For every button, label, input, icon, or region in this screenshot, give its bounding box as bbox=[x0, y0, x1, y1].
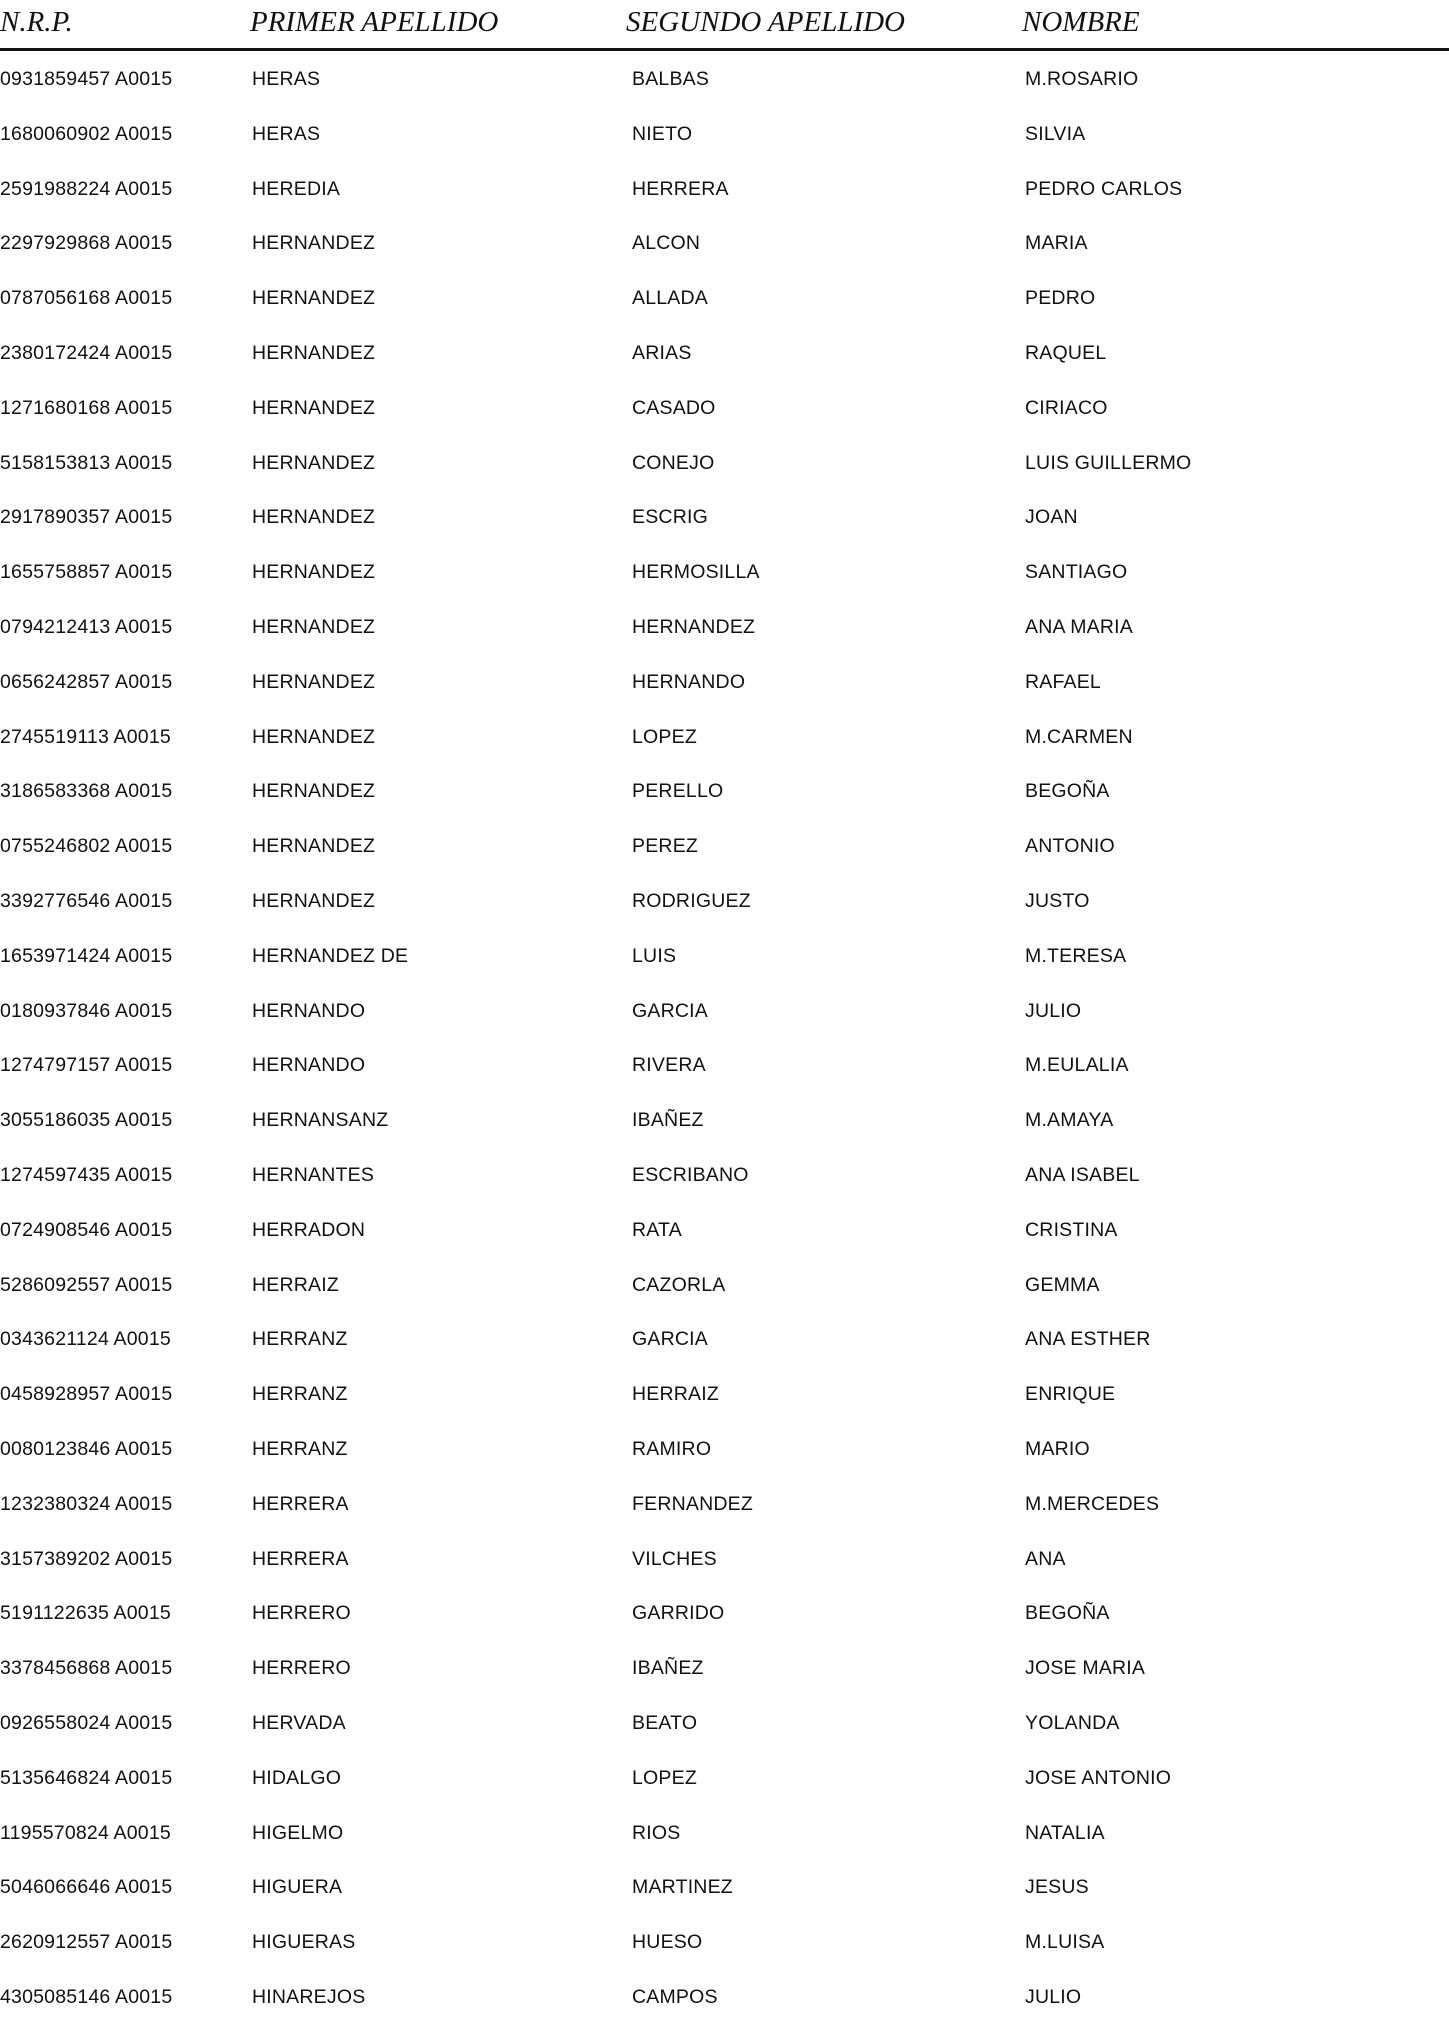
cell-segundo-apellido: IBAÑEZ bbox=[632, 1657, 704, 1680]
cell-segundo-apellido: ESCRIBANO bbox=[632, 1163, 749, 1186]
cell-segundo-apellido: RIVERA bbox=[632, 1054, 706, 1077]
table-row bbox=[0, 659, 1449, 714]
table-row bbox=[0, 714, 1449, 769]
cell-primer-apellido: HINAREJOS bbox=[252, 1985, 366, 2008]
cell-nombre: ANA ESTHER bbox=[1025, 1328, 1151, 1351]
cell-nombre: JOSE ANTONIO bbox=[1025, 1766, 1172, 1789]
cell-nrp: 1655758857 A0015 bbox=[0, 561, 173, 584]
cell-segundo-apellido: VILCHES bbox=[632, 1547, 717, 1570]
cell-nrp: 1271680168 A0015 bbox=[0, 396, 173, 419]
cell-segundo-apellido: GARCIA bbox=[632, 1328, 708, 1351]
table-row bbox=[0, 220, 1449, 275]
table-row bbox=[0, 1207, 1449, 1262]
cell-nombre: PEDRO bbox=[1025, 287, 1096, 310]
cell-segundo-apellido: RAMIRO bbox=[632, 1437, 712, 1460]
cell-nombre: JUSTO bbox=[1025, 889, 1090, 912]
cell-primer-apellido: HERNANDO bbox=[252, 999, 366, 1022]
cell-segundo-apellido: HERNANDO bbox=[632, 670, 746, 693]
cell-nombre: RAFAEL bbox=[1025, 670, 1101, 693]
cell-primer-apellido: HERNANDEZ bbox=[252, 615, 376, 638]
cell-nrp: 3157389202 A0015 bbox=[0, 1547, 173, 1570]
cell-segundo-apellido: LOPEZ bbox=[632, 725, 697, 748]
cell-nombre: ANTONIO bbox=[1025, 835, 1115, 858]
cell-segundo-apellido: ALCON bbox=[632, 232, 701, 255]
cell-segundo-apellido: CONEJO bbox=[632, 451, 715, 474]
cell-nombre: SILVIA bbox=[1025, 122, 1086, 145]
cell-nrp: 5191122635 A0015 bbox=[0, 1602, 171, 1625]
cell-primer-apellido: HERRANZ bbox=[252, 1383, 348, 1406]
cell-nrp: 0458928957 A0015 bbox=[0, 1383, 173, 1406]
cell-nombre: RAQUEL bbox=[1025, 341, 1107, 364]
cell-nrp: 4305085146 A0015 bbox=[0, 1985, 173, 2008]
cell-segundo-apellido: ALLADA bbox=[632, 287, 708, 310]
cell-segundo-apellido: RIOS bbox=[632, 1821, 681, 1844]
cell-primer-apellido: HERRERA bbox=[252, 1547, 349, 1570]
header-rule bbox=[0, 48, 1449, 51]
table-row bbox=[0, 1700, 1449, 1755]
cell-nrp: 5135646824 A0015 bbox=[0, 1766, 173, 1789]
cell-nrp: 0724908546 A0015 bbox=[0, 1218, 173, 1241]
cell-primer-apellido: HIGUERA bbox=[252, 1876, 343, 1899]
cell-nombre: M.MERCEDES bbox=[1025, 1492, 1160, 1515]
cell-nrp: 1680060902 A0015 bbox=[0, 122, 173, 145]
cell-segundo-apellido: PEREZ bbox=[632, 835, 699, 858]
cell-primer-apellido: HERNANDEZ bbox=[252, 341, 376, 364]
cell-segundo-apellido: IBAÑEZ bbox=[632, 1109, 704, 1132]
cell-segundo-apellido: RATA bbox=[632, 1218, 682, 1241]
cell-primer-apellido: HERNANDO bbox=[252, 1054, 366, 1077]
cell-nrp: 0787056168 A0015 bbox=[0, 287, 173, 310]
table-body bbox=[0, 56, 1449, 2029]
cell-nombre: ANA ISABEL bbox=[1025, 1163, 1140, 1186]
cell-nombre: M.ROSARIO bbox=[1025, 68, 1139, 90]
cell-nombre: ENRIQUE bbox=[1025, 1383, 1116, 1406]
cell-nrp: 0926558024 A0015 bbox=[0, 1711, 173, 1734]
table-row bbox=[0, 549, 1449, 604]
cell-primer-apellido: HERVADA bbox=[252, 1711, 346, 1734]
cell-nombre: YOLANDA bbox=[1025, 1711, 1120, 1734]
table-row bbox=[0, 823, 1449, 878]
cell-nrp: 3186583368 A0015 bbox=[0, 780, 173, 803]
table-row bbox=[0, 1590, 1449, 1645]
cell-primer-apellido: HIGELMO bbox=[252, 1821, 344, 1844]
cell-segundo-apellido: HERRAIZ bbox=[632, 1383, 719, 1406]
cell-segundo-apellido: PERELLO bbox=[632, 780, 724, 803]
cell-nrp: 1274597435 A0015 bbox=[0, 1163, 173, 1186]
cell-nombre: ANA MARIA bbox=[1025, 615, 1133, 638]
table-row bbox=[0, 440, 1449, 495]
cell-nrp: 2620912557 A0015 bbox=[0, 1931, 173, 1954]
table-row bbox=[0, 1316, 1449, 1371]
cell-nrp: 0080123846 A0015 bbox=[0, 1437, 173, 1460]
cell-nombre: JESUS bbox=[1025, 1876, 1089, 1899]
cell-nombre: SANTIAGO bbox=[1025, 561, 1128, 584]
cell-primer-apellido: HERRANZ bbox=[252, 1437, 348, 1460]
cell-primer-apellido: HERNANTES bbox=[252, 1163, 375, 1186]
cell-primer-apellido: HERAS bbox=[252, 122, 321, 145]
cell-primer-apellido: HERNANDEZ bbox=[252, 287, 376, 310]
cell-nombre: NATALIA bbox=[1025, 1821, 1105, 1844]
cell-nombre: CIRIACO bbox=[1025, 396, 1108, 419]
cell-nrp: 0656242857 A0015 bbox=[0, 670, 173, 693]
table-row bbox=[0, 275, 1449, 330]
cell-nombre: ANA bbox=[1025, 1547, 1066, 1570]
cell-segundo-apellido: LUIS bbox=[632, 944, 677, 967]
cell-primer-apellido: HEREDIA bbox=[252, 177, 341, 200]
cell-segundo-apellido: CAMPOS bbox=[632, 1985, 718, 2008]
cell-nrp: 0755246802 A0015 bbox=[0, 835, 173, 858]
cell-nrp: 0343621124 A0015 bbox=[0, 1328, 171, 1351]
cell-primer-apellido: HERRERO bbox=[252, 1657, 351, 1680]
cell-nombre: M.LUISA bbox=[1025, 1931, 1105, 1954]
table-row bbox=[0, 988, 1449, 1043]
cell-primer-apellido: HERRERA bbox=[252, 1492, 349, 1515]
table-row bbox=[0, 1974, 1449, 2029]
cell-segundo-apellido: ARIAS bbox=[632, 341, 692, 364]
cell-primer-apellido: HIDALGO bbox=[252, 1766, 342, 1789]
table-row bbox=[0, 1042, 1449, 1097]
table-row bbox=[0, 1864, 1449, 1919]
table-row bbox=[0, 166, 1449, 221]
cell-segundo-apellido: HUESO bbox=[632, 1931, 703, 1954]
cell-primer-apellido: HERNANDEZ bbox=[252, 451, 376, 474]
cell-nrp: 1653971424 A0015 bbox=[0, 944, 173, 967]
cell-primer-apellido: HERNANDEZ bbox=[252, 725, 376, 748]
cell-primer-apellido: HERNANDEZ bbox=[252, 561, 376, 584]
cell-segundo-apellido: NIETO bbox=[632, 122, 693, 145]
cell-nrp: 2591988224 A0015 bbox=[0, 177, 173, 200]
table-row bbox=[0, 604, 1449, 659]
table-row bbox=[0, 1645, 1449, 1700]
table-row bbox=[0, 768, 1449, 823]
cell-primer-apellido: HERAS bbox=[252, 68, 321, 90]
cell-primer-apellido: HERNANDEZ bbox=[252, 670, 376, 693]
table-row bbox=[0, 1810, 1449, 1865]
column-header-primer-apellido: PRIMER APELLIDO bbox=[250, 6, 499, 38]
cell-nombre: M.EULALIA bbox=[1025, 1054, 1129, 1077]
table-header bbox=[0, 0, 1449, 52]
cell-nrp: 2380172424 A0015 bbox=[0, 341, 173, 364]
cell-nombre: MARIA bbox=[1025, 232, 1088, 255]
cell-segundo-apellido: ESCRIG bbox=[632, 506, 708, 529]
table-row bbox=[0, 1426, 1449, 1481]
cell-nrp: 5046066646 A0015 bbox=[0, 1876, 173, 1899]
cell-nrp: 3392776546 A0015 bbox=[0, 889, 173, 912]
cell-segundo-apellido: GARCIA bbox=[632, 999, 708, 1022]
table-row bbox=[0, 111, 1449, 166]
cell-segundo-apellido: RODRIGUEZ bbox=[632, 889, 751, 912]
cell-nombre: JOAN bbox=[1025, 506, 1078, 529]
cell-nrp: 2917890357 A0015 bbox=[0, 506, 173, 529]
cell-segundo-apellido: FERNANDEZ bbox=[632, 1492, 753, 1515]
cell-primer-apellido: HIGUERAS bbox=[252, 1931, 356, 1954]
cell-primer-apellido: HERNANDEZ bbox=[252, 396, 376, 419]
table-row bbox=[0, 1097, 1449, 1152]
cell-primer-apellido: HERNANSANZ bbox=[252, 1109, 389, 1132]
table-row bbox=[0, 330, 1449, 385]
cell-segundo-apellido: HERMOSILLA bbox=[632, 561, 760, 584]
cell-primer-apellido: HERNANDEZ bbox=[252, 835, 376, 858]
cell-nrp: 1195570824 A0015 bbox=[0, 1821, 171, 1844]
cell-nrp: 3055186035 A0015 bbox=[0, 1109, 173, 1132]
cell-nrp: 1232380324 A0015 bbox=[0, 1492, 173, 1515]
cell-nombre: PEDRO CARLOS bbox=[1025, 177, 1183, 200]
table-row bbox=[0, 385, 1449, 440]
cell-nombre: BEGOÑA bbox=[1025, 780, 1110, 803]
cell-segundo-apellido: BEATO bbox=[632, 1711, 698, 1734]
table-row bbox=[0, 1262, 1449, 1317]
cell-primer-apellido: HERNANDEZ DE bbox=[252, 944, 409, 967]
cell-nombre: CRISTINA bbox=[1025, 1218, 1118, 1241]
cell-segundo-apellido: CAZORLA bbox=[632, 1273, 726, 1296]
cell-segundo-apellido: BALBAS bbox=[632, 68, 710, 90]
cell-nombre: GEMMA bbox=[1025, 1273, 1100, 1296]
cell-nrp: 0931859457 A0015 bbox=[0, 68, 173, 90]
cell-nrp: 2745519113 A0015 bbox=[0, 725, 171, 748]
cell-nrp: 1274797157 A0015 bbox=[0, 1054, 173, 1077]
cell-segundo-apellido: GARRIDO bbox=[632, 1602, 725, 1625]
cell-segundo-apellido: HERNANDEZ bbox=[632, 615, 756, 638]
cell-primer-apellido: HERNANDEZ bbox=[252, 232, 376, 255]
cell-segundo-apellido: LOPEZ bbox=[632, 1766, 697, 1789]
table-row bbox=[0, 1152, 1449, 1207]
cell-nrp: 5158153813 A0015 bbox=[0, 451, 173, 474]
cell-nombre: JULIO bbox=[1025, 1985, 1082, 2008]
column-header-segundo-apellido: SEGUNDO APELLIDO bbox=[626, 6, 905, 38]
cell-primer-apellido: HERNANDEZ bbox=[252, 780, 376, 803]
table-row bbox=[0, 1755, 1449, 1810]
cell-nombre: M.TERESA bbox=[1025, 944, 1127, 967]
cell-nombre: M.AMAYA bbox=[1025, 1109, 1114, 1132]
cell-segundo-apellido: CASADO bbox=[632, 396, 716, 419]
table-row bbox=[0, 878, 1449, 933]
column-header-nrp: N.R.P. bbox=[0, 6, 73, 38]
column-header-nombre: NOMBRE bbox=[1022, 6, 1140, 38]
cell-nrp: 0180937846 A0015 bbox=[0, 999, 173, 1022]
cell-primer-apellido: HERNANDEZ bbox=[252, 889, 376, 912]
cell-nombre: JULIO bbox=[1025, 999, 1082, 1022]
cell-nombre: LUIS GUILLERMO bbox=[1025, 451, 1192, 474]
table-row bbox=[0, 1919, 1449, 1974]
cell-segundo-apellido: MARTINEZ bbox=[632, 1876, 733, 1899]
cell-nrp: 5286092557 A0015 bbox=[0, 1273, 173, 1296]
cell-primer-apellido: HERRAIZ bbox=[252, 1273, 339, 1296]
cell-nrp: 0794212413 A0015 bbox=[0, 615, 173, 638]
cell-primer-apellido: HERNANDEZ bbox=[252, 506, 376, 529]
table-row bbox=[0, 56, 1449, 111]
cell-nrp: 2297929868 A0015 bbox=[0, 232, 173, 255]
table-row bbox=[0, 1481, 1449, 1536]
table-row bbox=[0, 494, 1449, 549]
cell-primer-apellido: HERRANZ bbox=[252, 1328, 348, 1351]
cell-nombre: MARIO bbox=[1025, 1437, 1090, 1460]
cell-segundo-apellido: HERRERA bbox=[632, 177, 729, 200]
cell-primer-apellido: HERRADON bbox=[252, 1218, 366, 1241]
cell-primer-apellido: HERRERO bbox=[252, 1602, 351, 1625]
cell-nombre: M.CARMEN bbox=[1025, 725, 1133, 748]
table-row bbox=[0, 1536, 1449, 1591]
cell-nombre: BEGOÑA bbox=[1025, 1602, 1110, 1625]
table-row bbox=[0, 933, 1449, 988]
cell-nombre: JOSE MARIA bbox=[1025, 1657, 1146, 1680]
table-row bbox=[0, 1371, 1449, 1426]
cell-nrp: 3378456868 A0015 bbox=[0, 1657, 173, 1680]
